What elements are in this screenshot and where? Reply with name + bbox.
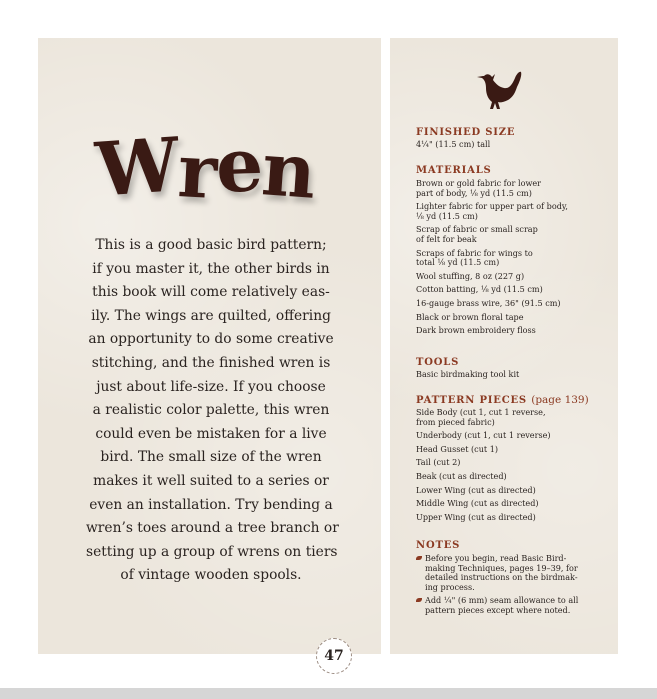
pattern-piece-item: Side Body (cut 1, cut 1 reverse, from pieced fabric) [416,407,546,427]
intro-line: could even be mistaken for a live [95,425,327,442]
notes-section [416,540,612,616]
tools-section [416,357,612,380]
intro-line: this book will come relatively eas- [92,284,330,301]
pattern-pieces-section [416,394,612,522]
materials-item: Cotton batting, ⅛ yd (11.5 cm) [416,284,543,295]
materials-item: Scrap of fabric or small scrap of felt for beak [416,224,538,244]
finished-size-section [416,127,612,150]
pattern-piece-item: Underbody (cut 1, cut 1 reverse) [416,430,551,441]
intro-line: wren’s toes around a tree branch or [86,520,339,537]
intro-line: This is a good basic bird pattern; [95,237,327,253]
wren-silhouette-icon [474,66,526,114]
title-letter: W [93,122,182,214]
materials-item: Black or brown floral tape [416,311,524,322]
intro-line: setting up a group of wrens on tiers [86,543,338,560]
pattern-pieces-heading: PATTERN PIECES (page 139) [416,394,589,406]
title-letter: e [214,122,264,210]
notes-heading: NOTES [416,540,461,551]
bottom-edge-strip [0,688,657,699]
pattern-piece-item: Beak (cut as directed) [416,470,507,481]
finished-size-heading: FINISHED SIZE [416,127,516,138]
pattern-piece-item: Upper Wing (cut as directed) [416,511,536,522]
notes-item: Before you begin, read Basic Bird- making Techniques, pages 19–39, for detailed instructions on the birdmak- ing process. [416,554,612,592]
intro-line: ily. The wings are quilted, offering [91,307,331,324]
intro-line: bird. The small size of the wren [100,449,322,466]
materials-item: Dark brown embroidery floss [416,325,536,336]
intro-line: makes it well suited to a series or [93,472,329,489]
title-letter: n [259,126,318,216]
materials-item: 16-gauge brass wire, 36" (91.5 cm) [416,297,561,308]
intro-line: just about life-size. If you choose [96,378,326,395]
pattern-piece-item: Middle Wing (cut as directed) [416,498,539,509]
page-title [93,122,318,216]
page-number: 47 [316,638,352,674]
intro-line: even an installation. Try bending a [89,496,333,513]
materials-section [416,165,612,336]
pattern-piece-item: Tail (cut 2) [416,457,461,468]
intro-paragraph [86,234,339,588]
materials-item: Wool stuffing, 8 oz (227 g) [416,270,525,281]
intro-line: stitching, and the finished wren is [91,354,331,371]
intro-line: an opportunity to do some creative [88,331,334,348]
tools-heading: TOOLS [416,357,460,368]
tools-item: Basic birdmaking tool kit [416,369,520,379]
pattern-piece-item: Lower Wing (cut as directed) [416,484,536,495]
materials-heading: MATERIALS [416,165,492,176]
intro-line: a realistic color palette, this wren [92,402,330,419]
finished-size-value: 4¼" (11.5 cm) tall [416,139,491,149]
intro-line: of vintage wooden spools. [120,567,302,584]
intro-line: if you master it, the other birds in [92,260,330,277]
pattern-pieces-page-ref: (page 139) [531,394,589,406]
pattern-piece-item: Head Gusset (cut 1) [416,443,499,454]
materials-item: Brown or gold fabric for lower part of body, ⅛ yd (11.5 cm) [416,178,542,198]
notes-item: Add ¼" (6 mm) seam allowance to all pattern pieces except where noted. [416,596,612,615]
materials-item: Lighter fabric for upper part of body, ⅛ yd (11.5 cm) [416,201,568,221]
title-letter: r [175,128,219,216]
materials-item: Scraps of fabric for wings to total ⅛ yd (11.5 cm) [416,247,533,268]
